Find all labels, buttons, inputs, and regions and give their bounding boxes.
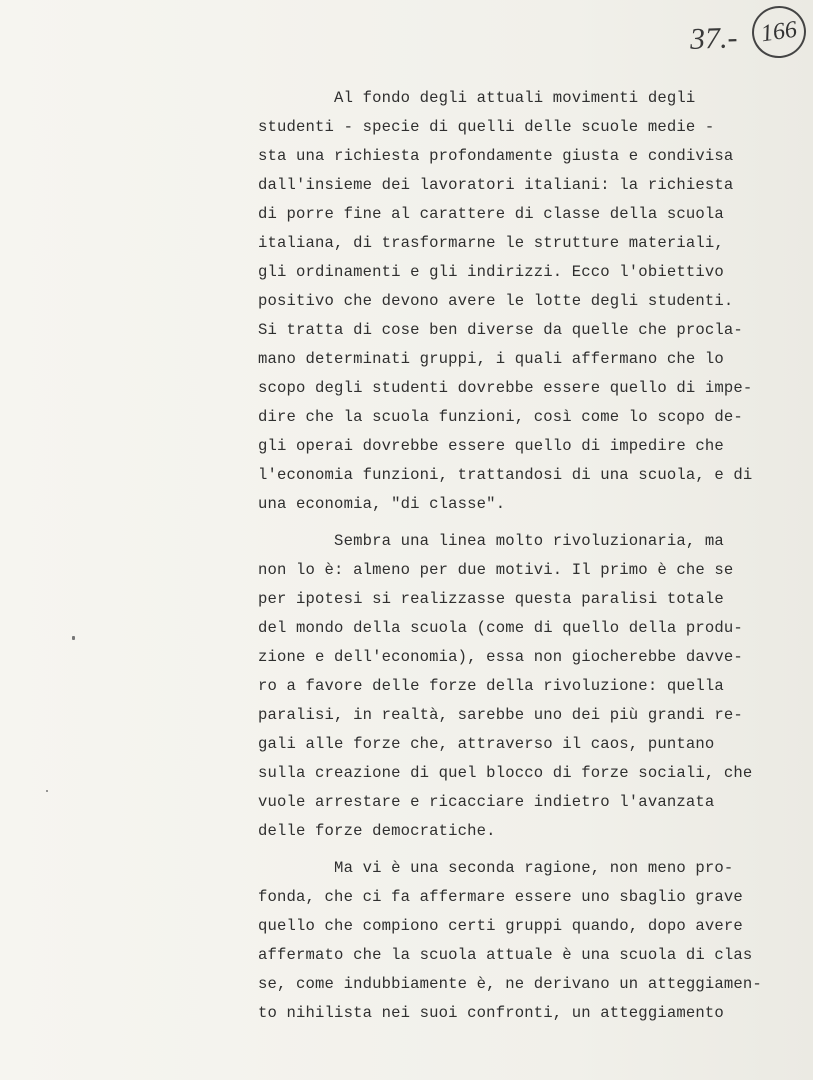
text-line: ro a favore delle forze della rivoluzione: quella xyxy=(258,677,724,695)
archive-number-stamp: 166 xyxy=(749,2,810,61)
paragraph-gap xyxy=(258,846,788,854)
page-number: 37.- xyxy=(689,21,739,56)
text-line: una economia, "di classe". xyxy=(258,495,506,513)
text-line: sta una richiesta profondamente giusta e condivisa xyxy=(258,147,734,165)
paragraph-gap xyxy=(258,519,788,527)
text-line: dall'insieme dei lavoratori italiani: la richiesta xyxy=(258,176,734,194)
ink-speck xyxy=(46,790,48,792)
text-line: mano determinati gruppi, i quali affermano che lo xyxy=(258,350,724,368)
text-line: dire che la scuola funzioni, così come lo scopo de- xyxy=(258,408,743,426)
paragraph-1 xyxy=(258,84,788,519)
text-line: to nihilista nei suoi confronti, un atteggiamento xyxy=(258,1004,724,1022)
text-line: positivo che devono avere le lotte degli studenti. xyxy=(258,292,734,310)
text-line: studenti - specie di quelli delle scuole medie - xyxy=(258,118,715,136)
text-line: zione e dell'economia), essa non giocherebbe davve- xyxy=(258,648,743,666)
ink-speck xyxy=(72,636,75,640)
text-line: delle forze democratiche. xyxy=(258,822,496,840)
text-line: scopo degli studenti dovrebbe essere quello di impe- xyxy=(258,379,753,397)
text-line: Sembra una linea molto rivoluzionaria, ma xyxy=(258,532,724,550)
paragraph-2 xyxy=(258,527,788,846)
text-line: di porre fine al carattere di classe della scuola xyxy=(258,205,724,223)
text-line: paralisi, in realtà, sarebbe uno dei più grandi re- xyxy=(258,706,743,724)
text-line: del mondo della scuola (come di quello della produ- xyxy=(258,619,743,637)
body-text xyxy=(258,84,788,1028)
text-line: quello che compiono certi gruppi quando, dopo avere xyxy=(258,917,743,935)
text-line: italiana, di trasformarne le strutture materiali, xyxy=(258,234,724,252)
text-line: gali alle forze che, attraverso il caos, puntano xyxy=(258,735,715,753)
text-line: fonda, che ci fa affermare essere uno sbaglio grave xyxy=(258,888,743,906)
text-line: se, come indubbiamente è, ne derivano un atteggiamen- xyxy=(258,975,762,993)
text-line: Si tratta di cose ben diverse da quelle che procla- xyxy=(258,321,743,339)
text-line: sulla creazione di quel blocco di forze sociali, che xyxy=(258,764,753,782)
paragraph-3 xyxy=(258,854,788,1028)
text-line: gli operai dovrebbe essere quello di impedire che xyxy=(258,437,724,455)
text-line: gli ordinamenti e gli indirizzi. Ecco l'obiettivo xyxy=(258,263,724,281)
text-line: affermato che la scuola attuale è una scuola di clas xyxy=(258,946,753,964)
text-line: vuole arrestare e ricacciare indietro l'avanzata xyxy=(258,793,715,811)
text-line: non lo è: almeno per due motivi. Il primo è che se xyxy=(258,561,734,579)
text-line: l'economia funzioni, trattandosi di una scuola, e di xyxy=(258,466,753,484)
text-line: Al fondo degli attuali movimenti degli xyxy=(258,89,696,107)
text-line: Ma vi è una seconda ragione, non meno pro- xyxy=(258,859,734,877)
text-line: per ipotesi si realizzasse questa paralisi totale xyxy=(258,590,724,608)
